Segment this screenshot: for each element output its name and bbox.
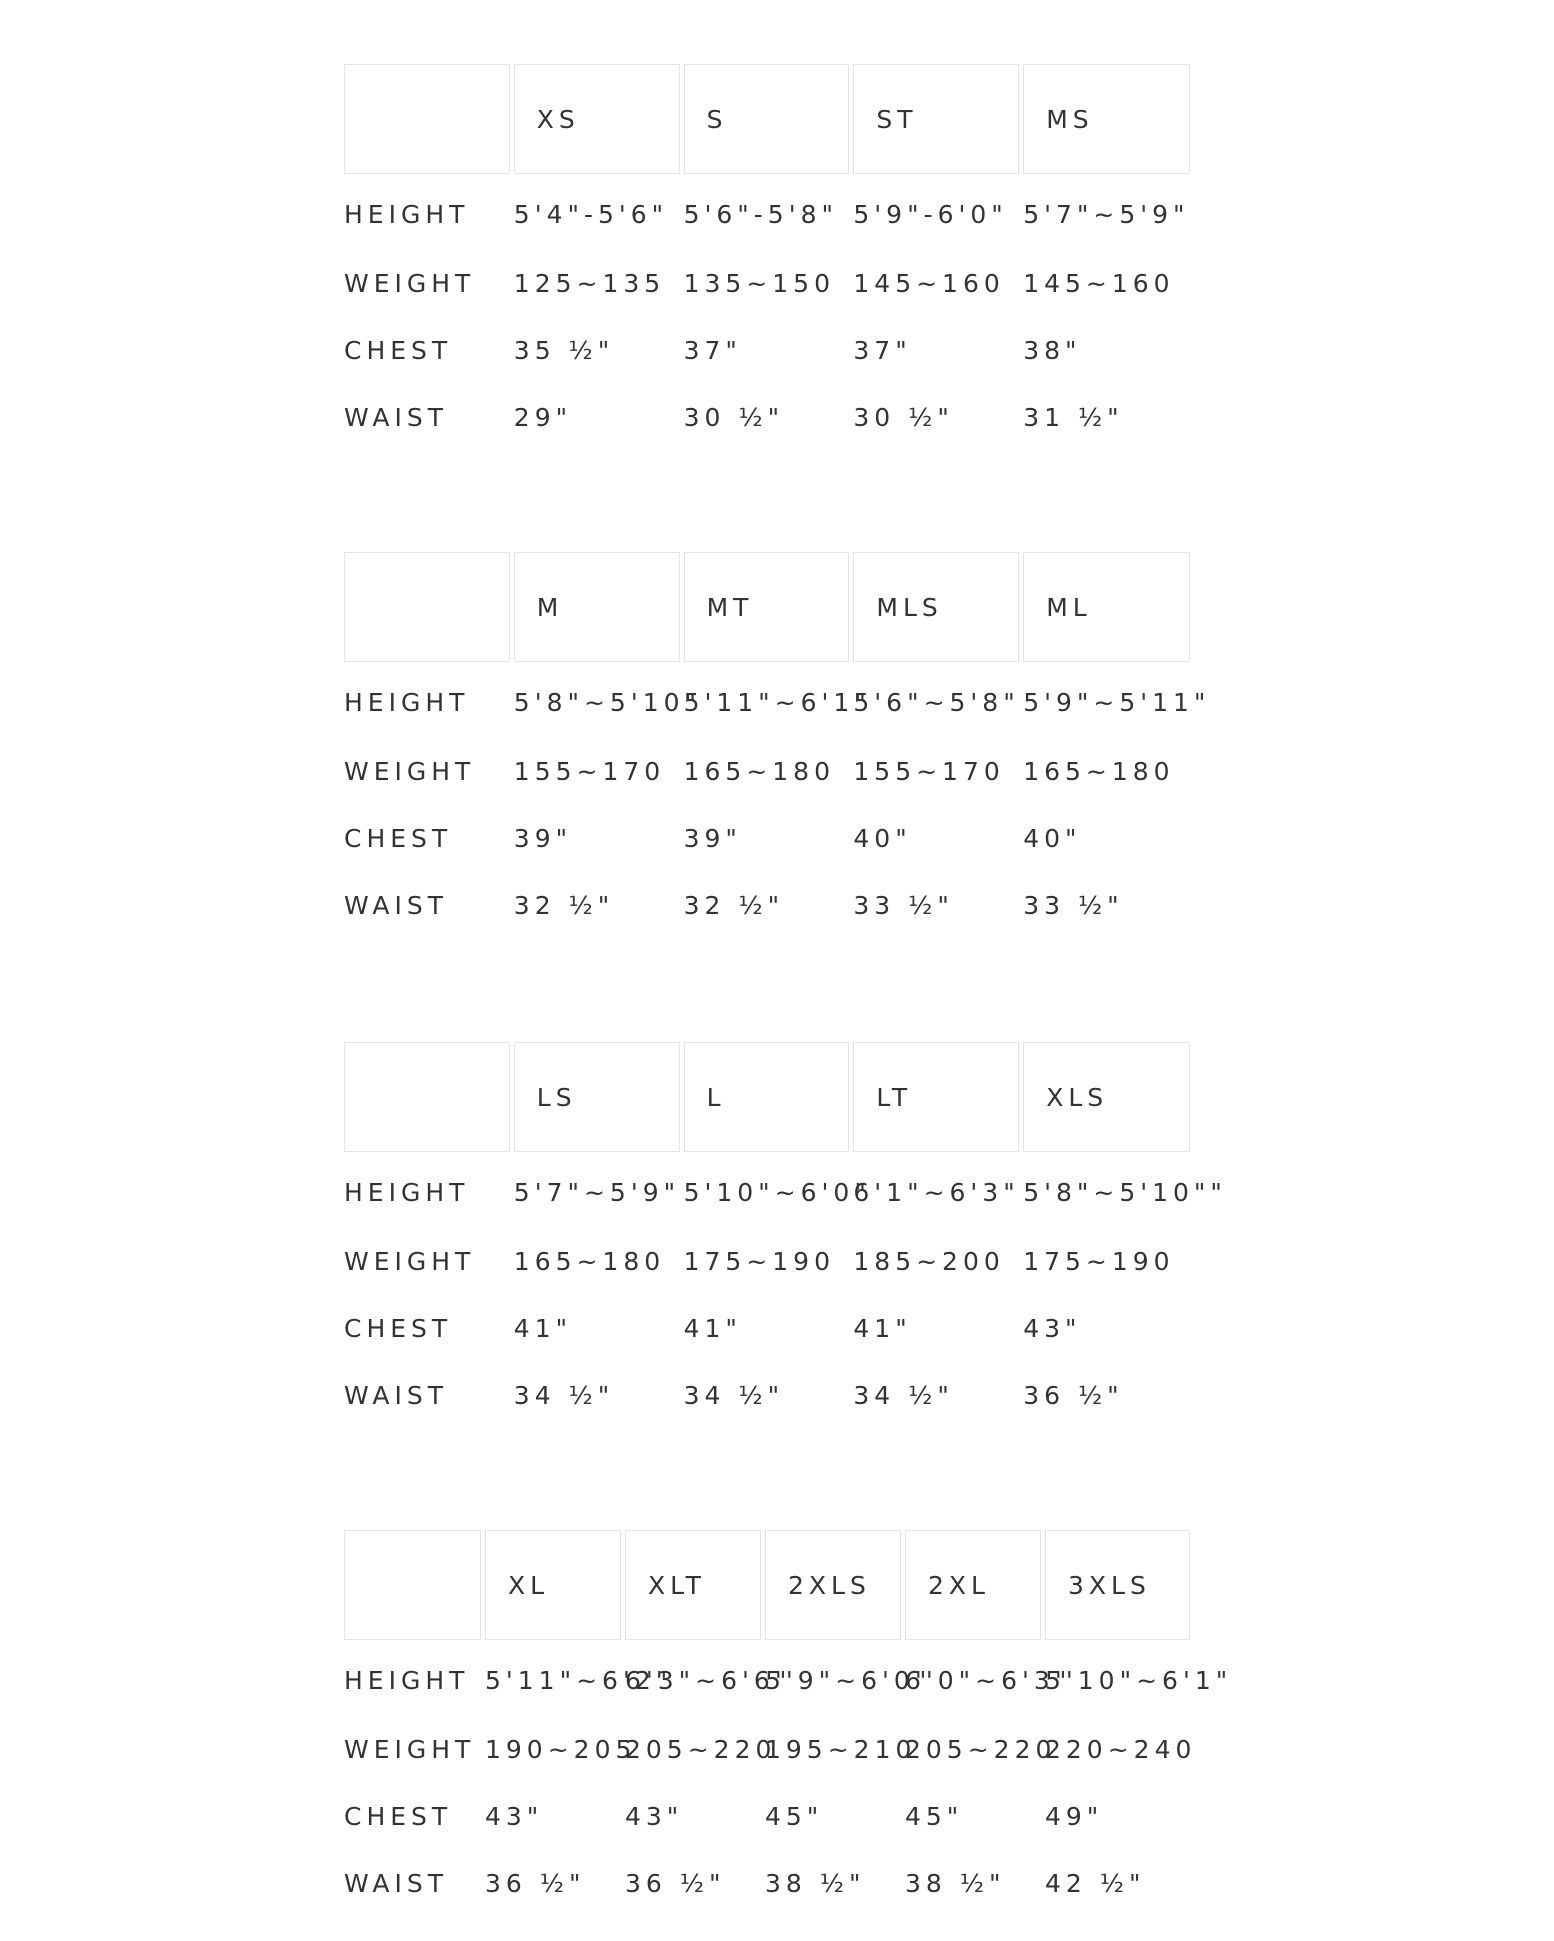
measurement-cell: 125~135: [513, 269, 666, 298]
size-header-cell: 2XL: [905, 1530, 1041, 1640]
measurement-cell: 5'9"~5'11": [1023, 687, 1211, 717]
height-row: [344, 1152, 1190, 1228]
waist-row: [344, 1850, 1190, 1917]
measurement-cell: 135~150: [683, 269, 835, 298]
height-row: [344, 174, 1190, 250]
row-label: WEIGHT: [344, 757, 476, 786]
size-header-row: [344, 1530, 1190, 1640]
row-label: HEIGHT: [344, 1665, 470, 1695]
size-chart-4: [344, 1530, 1233, 1917]
row-label: WAIST: [344, 891, 448, 920]
size-header-cell: XS: [514, 64, 680, 174]
weight-row: [344, 1228, 1190, 1295]
measurement-cell: 175~190: [1023, 1247, 1175, 1276]
row-label: WAIST: [344, 1381, 448, 1410]
size-table: [344, 1530, 1233, 1917]
measurement-cell: 36 ½": [1023, 1381, 1124, 1410]
measurement-cell: 5'11"~6'2": [485, 1665, 673, 1695]
measurement-cell: 5'9"~6'0": [765, 1665, 932, 1695]
corner-cell: [344, 64, 510, 174]
measurement-cell: 38 ½": [765, 1869, 866, 1898]
waist-row: [344, 384, 1190, 451]
size-header-cell: 2XLS: [765, 1530, 901, 1640]
measurement-cell: 30 ½": [853, 403, 954, 432]
measurement-cell: 5'11"~6'1": [683, 687, 871, 717]
measurement-cell: 195~210: [765, 1735, 917, 1764]
measurement-cell: 30 ½": [683, 403, 785, 432]
measurement-cell: 5'8"~5'10": [513, 687, 702, 717]
chest-row: [344, 1783, 1190, 1850]
measurement-cell: 6'3"~6'6": [625, 1665, 792, 1695]
size-chart-1: [344, 64, 1190, 451]
measurement-cell: 6'0"~6'3": [905, 1665, 1072, 1695]
row-label: WEIGHT: [344, 269, 476, 298]
measurement-cell: 29": [513, 403, 573, 432]
corner-cell: [344, 552, 510, 662]
chest-row: [344, 1295, 1190, 1362]
size-header-cell: MT: [684, 552, 850, 662]
measurement-cell: 5'4"-5'6": [513, 199, 669, 229]
size-header-cell: 3XLS: [1045, 1530, 1190, 1640]
measurement-cell: 34 ½": [513, 1381, 615, 1410]
row-label: CHEST: [344, 824, 453, 853]
measurement-cell: 36 ½": [485, 1869, 586, 1898]
measurement-cell: 5'7"~5'9": [1023, 199, 1190, 229]
measurement-cell: 220~240: [1045, 1735, 1197, 1764]
measurement-cell: 35 ½": [513, 336, 615, 365]
measurement-cell: 5'10"~6'0": [683, 1177, 871, 1207]
waist-row: [344, 1362, 1190, 1429]
measurement-cell: 175~190: [683, 1247, 835, 1276]
measurement-cell: 34 ½": [683, 1381, 785, 1410]
size-chart-3: [344, 1042, 1227, 1429]
measurement-cell: 165~180: [513, 1247, 666, 1276]
measurement-cell: 5'6"~5'8": [853, 687, 1020, 717]
size-table: [344, 552, 1211, 939]
measurement-cell: 205~220: [905, 1735, 1057, 1764]
row-label: HEIGHT: [344, 1177, 470, 1207]
size-header-row: [344, 552, 1190, 662]
measurement-cell: 5'10"~6'1": [1045, 1665, 1233, 1695]
row-label: CHEST: [344, 1314, 453, 1343]
measurement-cell: 49": [1045, 1802, 1104, 1831]
row-label: WEIGHT: [344, 1247, 476, 1276]
measurement-cell: 5'9"-6'0": [853, 199, 1008, 229]
measurement-cell: 43": [1023, 1314, 1082, 1343]
measurement-cell: 31 ½": [1023, 403, 1124, 432]
measurement-cell: 36 ½": [625, 1869, 726, 1898]
size-header-cell: LT: [853, 1042, 1019, 1152]
measurement-cell: 165~180: [1023, 757, 1175, 786]
measurement-cell: 33 ½": [853, 891, 954, 920]
measurement-cell: 190~205: [485, 1735, 637, 1764]
measurement-cell: 155~170: [513, 757, 666, 786]
measurement-cell: 41": [513, 1314, 573, 1343]
row-label: CHEST: [344, 1802, 453, 1831]
weight-row: [344, 250, 1190, 317]
row-label: HEIGHT: [344, 687, 470, 717]
size-header-cell: MS: [1023, 64, 1190, 174]
measurement-cell: 38 ½": [905, 1869, 1006, 1898]
chest-row: [344, 317, 1190, 384]
measurement-cell: 5'7"~5'9": [513, 1177, 681, 1207]
measurement-cell: 39": [513, 824, 573, 853]
measurement-cell: 43": [485, 1802, 544, 1831]
row-label: WEIGHT: [344, 1735, 476, 1764]
measurement-cell: 32 ½": [683, 891, 785, 920]
measurement-cell: 43": [625, 1802, 684, 1831]
size-header-cell: M: [514, 552, 680, 662]
size-header-cell: MLS: [853, 552, 1019, 662]
measurement-cell: 5'6"-5'8": [683, 199, 838, 229]
measurement-cell: 32 ½": [513, 891, 615, 920]
measurement-cell: 205~220: [625, 1735, 777, 1764]
size-header-cell: XL: [485, 1530, 621, 1640]
measurement-cell: 34 ½": [853, 1381, 954, 1410]
height-row: [344, 1640, 1190, 1716]
measurement-cell: 39": [683, 824, 742, 853]
size-header-cell: ML: [1023, 552, 1190, 662]
size-header-row: [344, 1042, 1190, 1152]
weight-row: [344, 1716, 1190, 1783]
size-header-cell: S: [684, 64, 850, 174]
size-table: [344, 64, 1190, 451]
measurement-cell: 38": [1023, 336, 1082, 365]
measurement-cell: 145~160: [853, 269, 1005, 298]
measurement-cell: 40": [853, 824, 912, 853]
size-header-row: [344, 64, 1190, 174]
measurement-cell: 37": [683, 336, 742, 365]
measurement-cell: 40": [1023, 824, 1082, 853]
size-table: [344, 1042, 1227, 1429]
weight-row: [344, 738, 1190, 805]
size-header-cell: L: [684, 1042, 850, 1152]
corner-cell: [344, 1530, 481, 1640]
measurement-cell: 185~200: [853, 1247, 1005, 1276]
waist-row: [344, 872, 1190, 939]
row-label: WAIST: [344, 1869, 448, 1898]
measurement-cell: 145~160: [1023, 269, 1175, 298]
corner-cell: [344, 1042, 510, 1152]
size-header-cell: XLS: [1023, 1042, 1190, 1152]
size-header-cell: LS: [514, 1042, 680, 1152]
row-label: CHEST: [344, 336, 453, 365]
measurement-cell: 45": [905, 1802, 964, 1831]
measurement-cell: 5'8"~5'10"": [1023, 1177, 1227, 1207]
size-header-cell: XLT: [625, 1530, 761, 1640]
measurement-cell: 155~170: [853, 757, 1005, 786]
measurement-cell: 6'1"~6'3": [853, 1177, 1020, 1207]
row-label: WAIST: [344, 403, 448, 432]
measurement-cell: 41": [853, 1314, 912, 1343]
height-row: [344, 662, 1190, 738]
size-chart-2: [344, 552, 1211, 939]
measurement-cell: 37": [853, 336, 912, 365]
row-label: HEIGHT: [344, 199, 470, 229]
measurement-cell: 42 ½": [1045, 1869, 1146, 1898]
size-header-cell: ST: [853, 64, 1019, 174]
measurement-cell: 165~180: [683, 757, 835, 786]
measurement-cell: 41": [683, 1314, 742, 1343]
chest-row: [344, 805, 1190, 872]
measurement-cell: 45": [765, 1802, 824, 1831]
measurement-cell: 33 ½": [1023, 891, 1124, 920]
